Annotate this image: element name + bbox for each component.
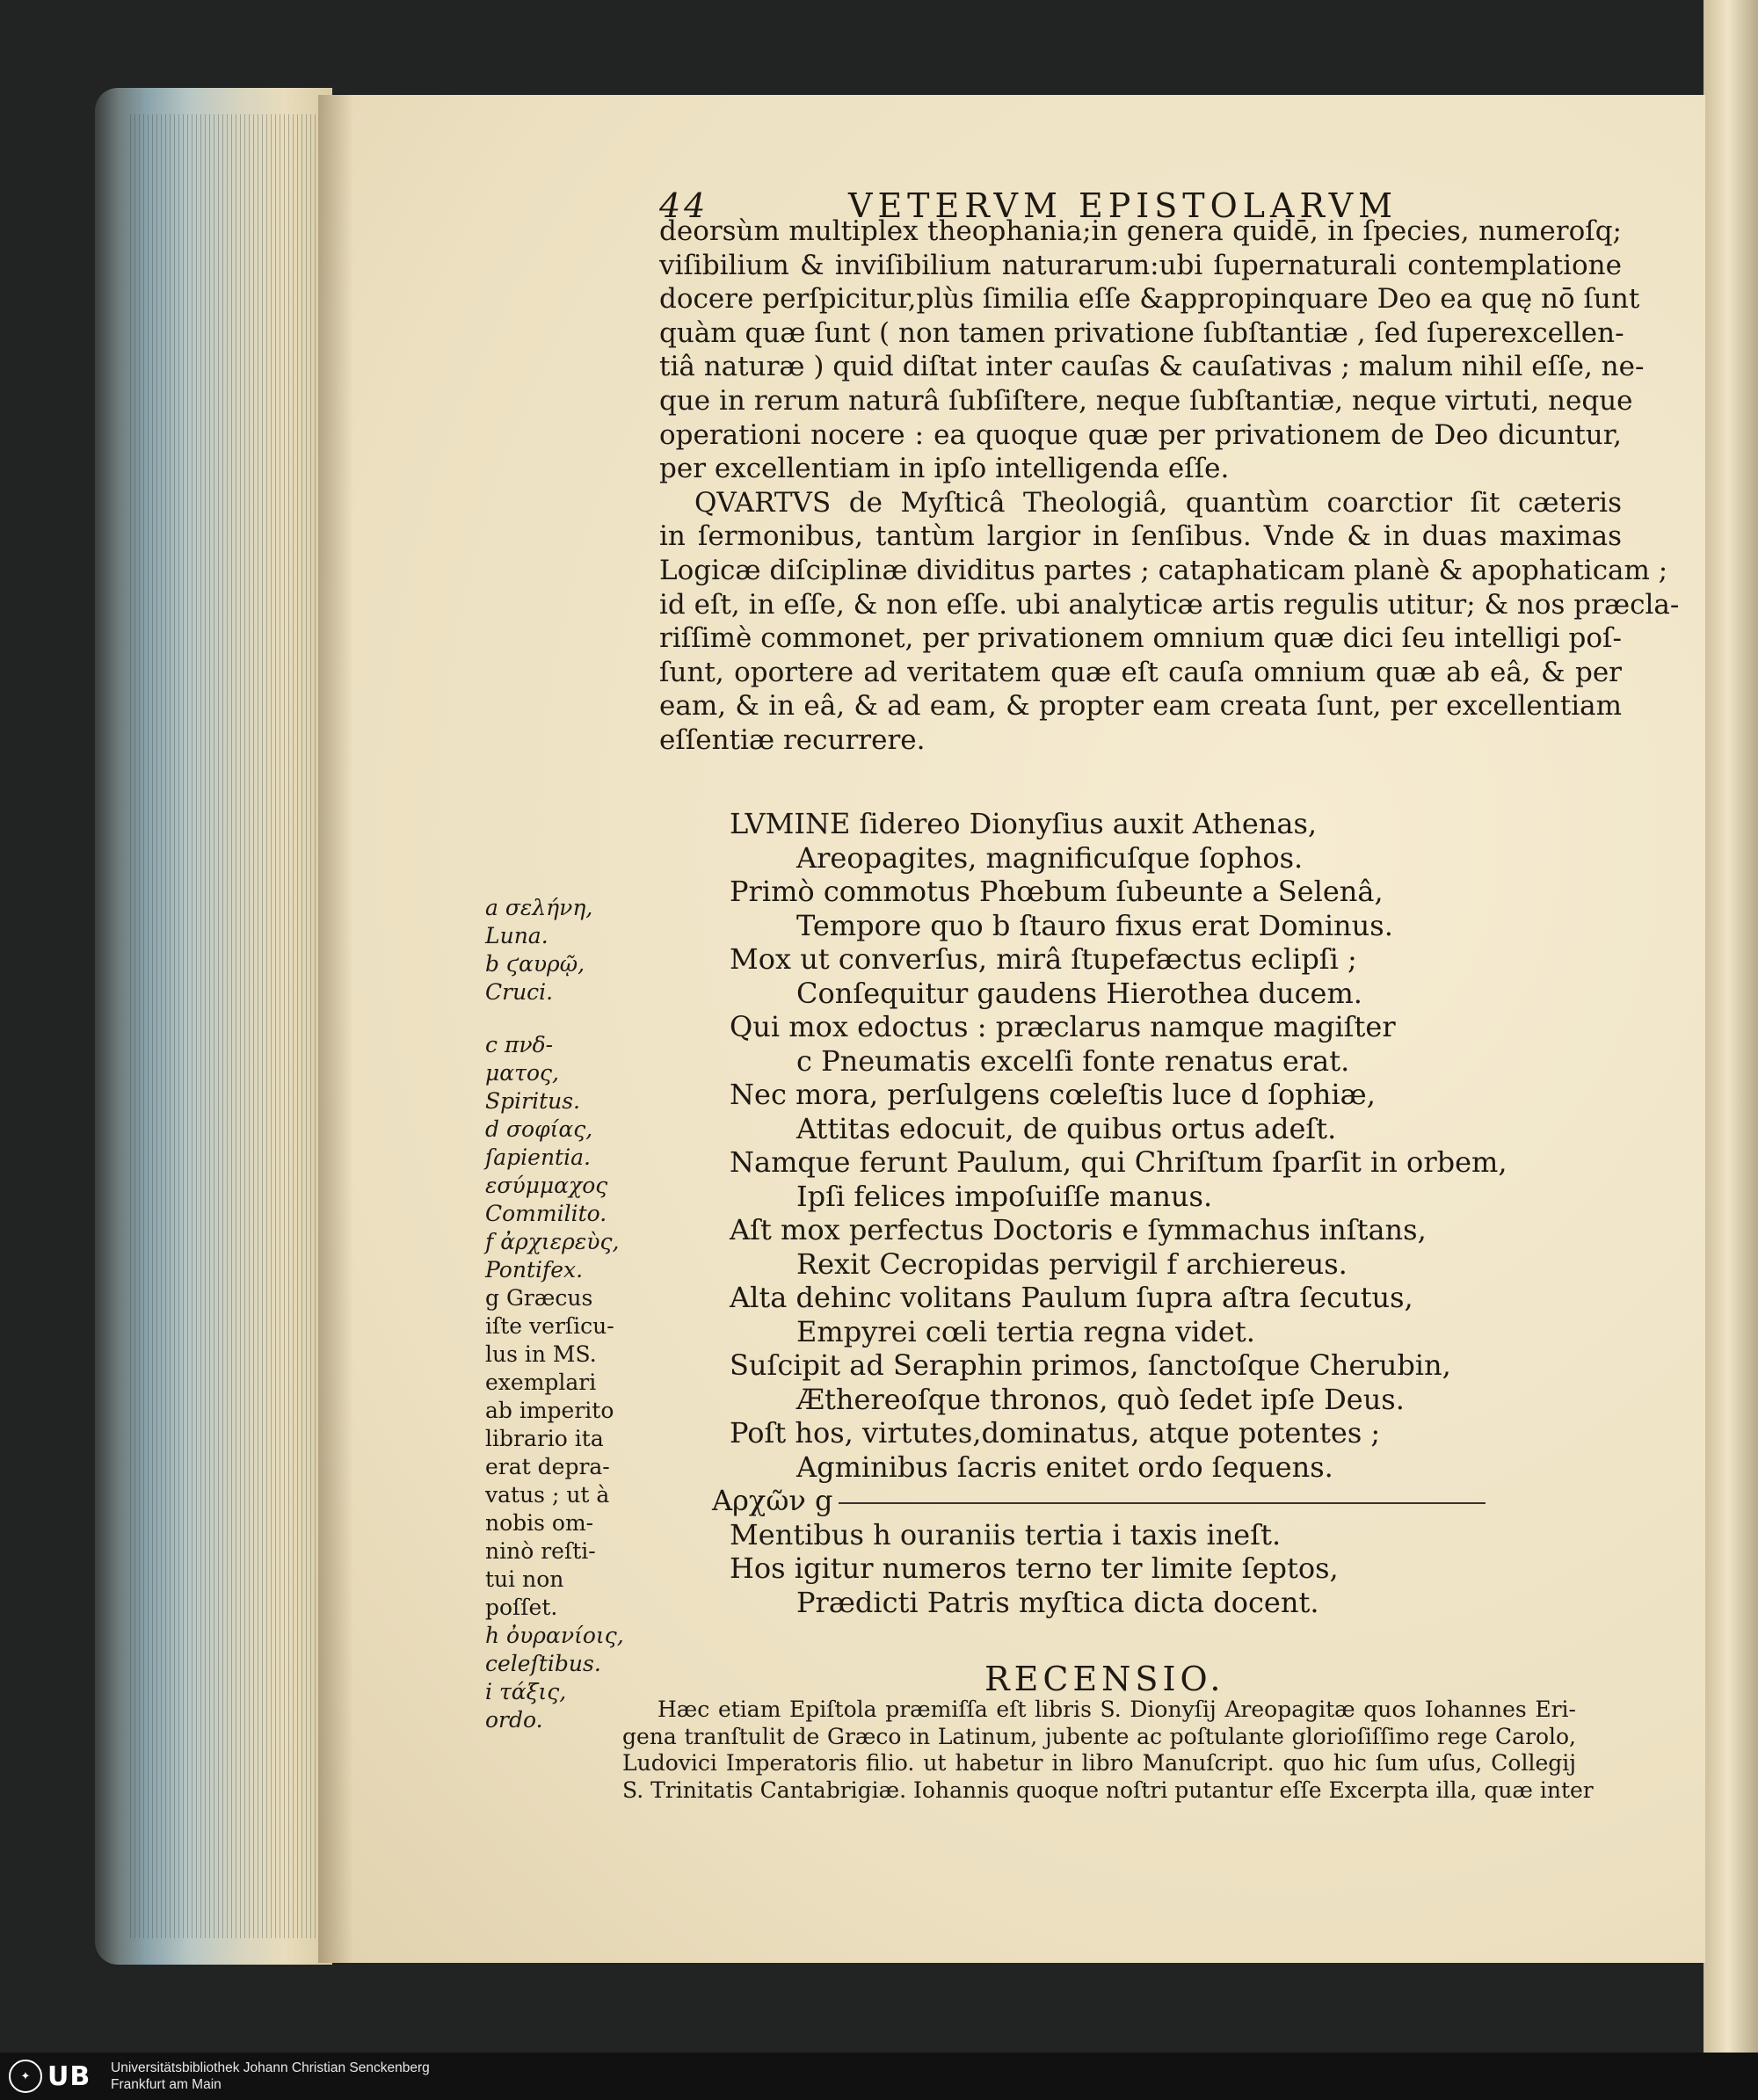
lacuna-word: Αρχῶν g xyxy=(712,1484,833,1517)
poem-line: LVMINE ſidereo Dionyſius auxit Athenas, xyxy=(730,807,1318,840)
poem-line: Mox ut converſus, mirâ ſtupefæctus eclipſi ; xyxy=(730,942,1357,976)
poem-line: Nec mora, perſulgens cœleſtis luce d ſophiæ, xyxy=(730,1078,1376,1111)
text-line: ſunt, oportere ad veritatem quæ eſt cauſa omnium quæ ab eâ, & per xyxy=(659,656,1622,688)
text-line: riſſimè commonet, per privationem omnium quæ dici ſeu intelligi poſ- xyxy=(659,622,1622,655)
poem xyxy=(712,807,1507,1619)
poem-line: Tempore quo b ſtauro fixus erat Dominus. xyxy=(796,908,1393,942)
margin-note: lus in MS. xyxy=(485,1341,597,1367)
margin-note: exemplari xyxy=(485,1370,597,1395)
margin-note: ninò reſti- xyxy=(485,1538,596,1564)
text-line: per excellentiam in ipſo intelligenda eſſe. xyxy=(659,453,1230,485)
poem-line: Poſt hos, virtutes,dominatus, atque potentes ; xyxy=(730,1416,1381,1450)
text-line: eam, & in eâ, & ad eam, & propter eam creata ſunt, per excellentiam xyxy=(659,690,1622,723)
margin-note: d σοφίας, xyxy=(485,1116,593,1142)
text-line: S. Trinitatis Cantabrigiæ. Iohannis quoque noſtri putantur eſſe Excerpta illa, quæ inter xyxy=(622,1777,1594,1803)
text-line: quàm quæ ſunt ( non tamen privatione ſubſtantiæ , ſed ſuperexcellen- xyxy=(659,316,1624,349)
margin-note: Pontifex. xyxy=(485,1257,584,1283)
running-title: VETERVM EPISTOLARVM xyxy=(848,186,1398,225)
poem-line: Suſcipit ad Seraphin primos, ſanctoſque Cherubin, xyxy=(730,1348,1451,1382)
margin-note: ματος, xyxy=(485,1060,559,1086)
text-line: tiâ naturæ ) quid diſtat inter cauſas & cauſativas ; malum nihil eſſe, ne- xyxy=(659,351,1645,383)
poem-line: Aſt mox perfectus Doctoris e ſymmachus inſtans, xyxy=(730,1213,1427,1246)
institution-name: Universitätsbibliothek Johann Christian Senckenberg xyxy=(111,2060,430,2075)
margin-note: h ὀυρανίοις, xyxy=(485,1623,624,1648)
margin-notes xyxy=(485,894,643,1734)
library-footer xyxy=(0,2053,1758,2100)
margin-note: poſſet. xyxy=(485,1595,558,1620)
margin-note: c πνδ- xyxy=(485,1032,554,1057)
margin-note: Commilito. xyxy=(485,1201,607,1226)
recensio-text xyxy=(622,1697,1594,1804)
text-line: viſibilium & inviſibilium naturarum:ubi ſupernaturali contemplatione xyxy=(659,249,1622,281)
poem-line: Qui mox edoctus : præclarus namque magiſter xyxy=(730,1010,1396,1043)
margin-note: Luna. xyxy=(485,923,548,948)
lacuna-line xyxy=(712,1484,1486,1518)
margin-note: nobis om- xyxy=(485,1510,594,1536)
text-line: operationi nocere : ea quoque quæ per privationem de Deo dicuntur, xyxy=(659,418,1622,451)
poem-line: Hos igitur numeros terno ter limite ſeptos, xyxy=(730,1551,1339,1585)
poem-line: Mentibus h ouraniis tertia i taxis ineſt. xyxy=(730,1517,1282,1551)
text-line: gena tranſtulit de Græco in Latinum, jubente ac poſtulante glorioſiſſimo rege Carolo, xyxy=(622,1723,1576,1749)
margin-note: a σελήνη, xyxy=(485,895,593,920)
text-line: eſſentiæ recurrere. xyxy=(659,723,926,756)
poem-line: Empyrei cœli tertia regna videt. xyxy=(796,1314,1255,1348)
book-page-edges xyxy=(95,88,332,1965)
poem-line: Alta dehinc volitans Paulum ſupra aſtra ſecutus, xyxy=(730,1281,1413,1314)
poem-line: Æthereoſque thronos, quò ſedet ipſe Deus. xyxy=(796,1382,1405,1416)
body-text xyxy=(659,214,1680,758)
margin-note: tui non xyxy=(485,1566,564,1592)
poem-line: Ipſi felices impoſuiſſe manus. xyxy=(796,1179,1213,1213)
text-line: docere perſpicitur,plùs ſimilia eſſe &appropinquare Deo ea quę nō ſunt xyxy=(659,283,1640,316)
margin-note: b ϛαυρῷ, xyxy=(485,951,585,977)
margin-note: i τάξις, xyxy=(485,1679,567,1704)
text-line: deorsùm multiplex theophania;in genera quidē, in ſpecies, numeroſq; xyxy=(659,215,1622,247)
institution-city: Frankfurt am Main xyxy=(111,2077,222,2092)
footer-credit xyxy=(111,2060,430,2093)
margin-note: εσύμμαχος xyxy=(485,1173,608,1198)
margin-note: ſapientia. xyxy=(485,1144,591,1170)
margin-note: f ἀρχιερεὺς, xyxy=(485,1229,620,1254)
text-line: QVARTVS de Myſticâ Theologiâ, quantùm coarctior ſit cæteris xyxy=(694,486,1622,519)
poem-line: Attitas edocuit, de quibus ortus adeſt. xyxy=(796,1111,1337,1145)
poem-line: c Pneumatis excelſi fonte renatus erat. xyxy=(796,1043,1350,1078)
section-title: RECENSIO. xyxy=(984,1660,1225,1698)
margin-note: ab imperito xyxy=(485,1398,614,1423)
margin-note: erat depra- xyxy=(485,1454,610,1479)
poem-line: Namque ferunt Paulum, qui Chriſtum ſparſit in orbem, xyxy=(730,1145,1507,1179)
poem-line: Rexit Cecropidas pervigil f archiereus. xyxy=(796,1246,1348,1281)
margin-note: Cruci. xyxy=(485,979,554,1005)
poem-line: Primò commotus Phœbum ſubeunte a Selenâ, xyxy=(730,875,1384,908)
margin-note: librario ita xyxy=(485,1426,604,1451)
library-logo xyxy=(9,2059,98,2094)
logo-text: UB xyxy=(47,2060,91,2092)
poem-line: Prædicti Patris myſtica dicta docent. xyxy=(796,1585,1319,1619)
margin-note: ordo. xyxy=(485,1707,543,1733)
text-line: que in rerum naturâ ſubſiſtere, neque ſubſtantiæ, neque virtuti, neque xyxy=(659,384,1633,417)
margin-note: g Græcus xyxy=(485,1285,593,1311)
next-page-edge xyxy=(1704,0,1758,2053)
seal-icon: ✦ xyxy=(9,2060,42,2093)
poem-line: Agminibus ſacris enitet ordo ſequens. xyxy=(796,1450,1333,1484)
margin-note: celeſtibus. xyxy=(485,1651,601,1676)
lacuna-rule xyxy=(839,1502,1486,1504)
margin-note: Spiritus. xyxy=(485,1088,580,1114)
margin-note: vatus ; ut à xyxy=(485,1482,610,1508)
margin-note: iſte verſicu- xyxy=(485,1313,614,1339)
page-number: 44 xyxy=(659,186,709,225)
text-line: id eſt, in eſſe, & non eſſe. ubi analyticæ artis regulis utitur; & nos præcla- xyxy=(659,588,1680,621)
text-line: Logicæ diſciplinæ dividitus partes ; cataphaticam planè & apophaticam ; xyxy=(659,554,1668,586)
poem-line: Areopagites, magnificuſque ſophos. xyxy=(796,840,1304,875)
gutter-shadow xyxy=(318,95,353,1963)
text-line: Ludovici Imperatoris filio. ut habetur in libro Manuſcript. quo hic ſum uſus, Collegij xyxy=(622,1750,1576,1776)
text-line: Hæc etiam Epiſtola præmiſſa eſt libris S. Dionyſij Areopagitæ quos Iohannes Eri- xyxy=(657,1697,1576,1722)
text-line: in ſermonibus, tantùm largior in ſenſibus. Vnde & in duas maximas xyxy=(659,520,1622,553)
poem-line: Conſequitur gaudens Hierothea ducem. xyxy=(796,976,1362,1010)
